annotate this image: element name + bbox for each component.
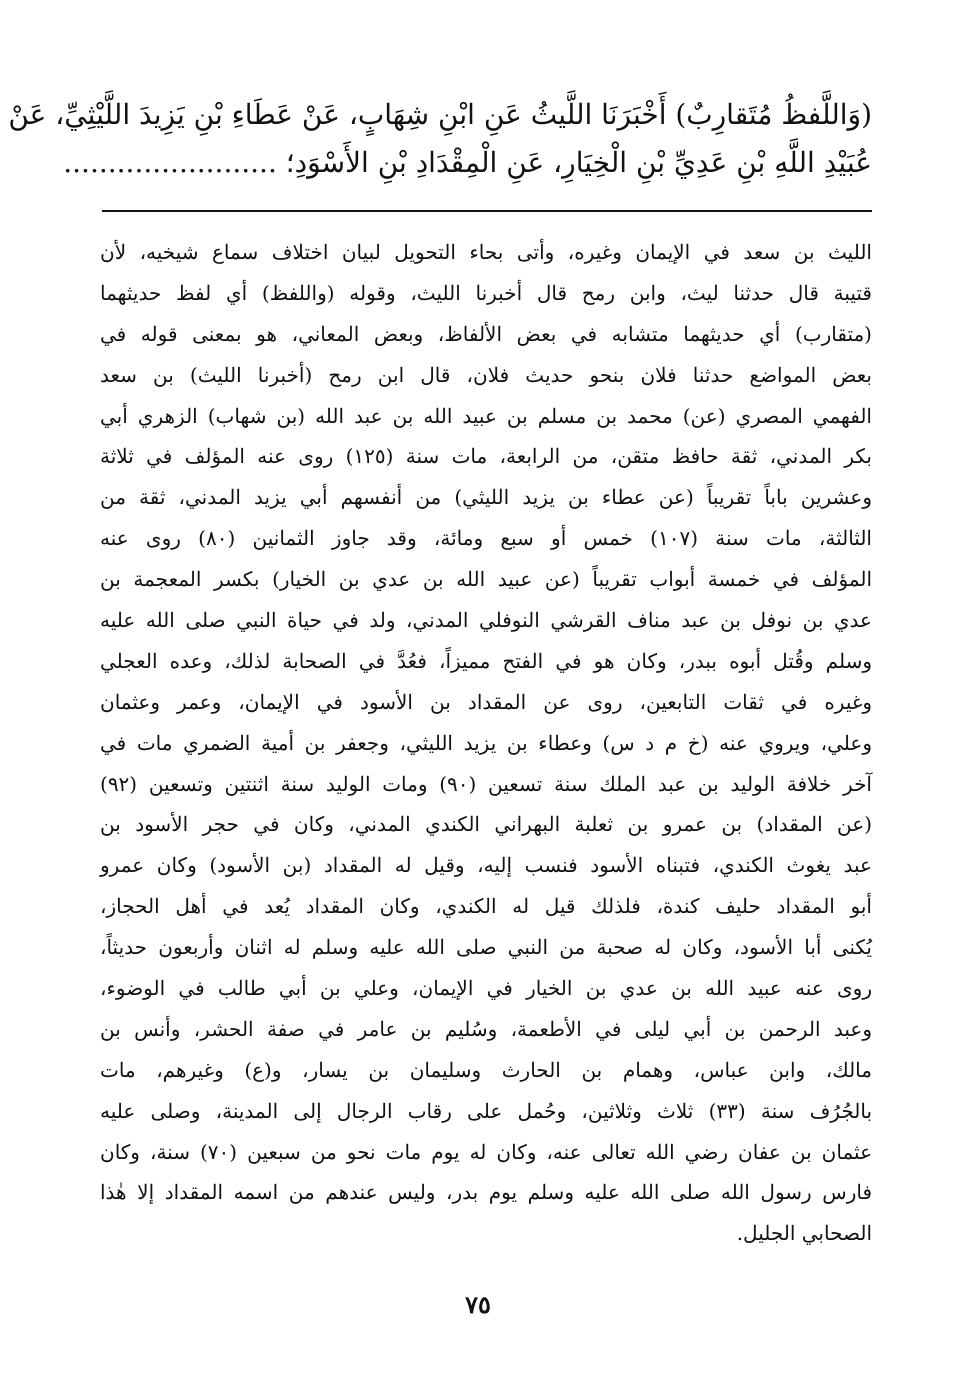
- commentary-line: مالك، وابن عباس، وهمام بن الحارث وسليمان بن يسار، و(ع) وغيرهم، مات: [100, 1057, 872, 1082]
- commentary-line: وسلم وقُتل أبوه ببدر، وكان هو في الفتح مميزاً، فعُدَّ في الصحابة لذلك، وعده العجلي: [100, 648, 872, 673]
- commentary-block: [100, 232, 872, 1254]
- commentary-line: وعلي، ويروي عنه (خ م د س) وعطاء بن يزيد الليثي، وجعفر بن أمية الضمري مات في: [100, 730, 872, 755]
- commentary-line: بكر المدني، ثقة حافظ متقن، من الرابعة، مات سنة (١٢٥) روى عنه المؤلف في ثلاثة: [100, 444, 872, 469]
- commentary-line: (عن المقداد) بن عمرو بن ثعلبة البهراني الكندي المدني، وكان في حجر الأسود بن: [100, 812, 872, 837]
- hadith-text-line-1: (وَاللَّفظُ مُتَقارِبٌ) أَخْبَرَنَا اللَّيثُ عَنِ ابْنِ شِهَابٍ، عَنْ عَطَاءِ بْنِ يَزِيدَ اللَّيْثِيِّ، عَنْ: [8, 98, 872, 131]
- commentary-line: بالجُرُف سنة (٣٣) ثلاث وثلاثين، وحُمل على رقاب الرجال إلى المدينة، وصلى عليه: [100, 1098, 873, 1123]
- footnote-separator: [102, 210, 872, 212]
- commentary-line: فارس رسول الله صلى الله عليه وسلم يوم بدر، وليس عندهم من اسمه المقداد إلا هٰذا: [100, 1180, 873, 1205]
- commentary-line: أبو المقداد حليف كندة، فلذلك قيل له الكندي، وكان المقداد يُعد في أهل الحجاز،: [100, 894, 872, 919]
- commentary-line: عثمان بن عفان رضي الله تعالى عنه، وكان له يوم مات نحو من سبعين (٧٠) سنة، وكان: [100, 1139, 872, 1164]
- commentary-line: قتيبة قال حدثنا ليث، وابن رمح قال أخبرنا الليث، وقوله (واللفظ) أي لفظ حديثهما: [100, 280, 872, 305]
- commentary-line: الثالثة، مات سنة (١٠٧) خمس أو سبع ومائة، وقد جاوز الثمانين (٨٠) روى عنه: [100, 526, 872, 551]
- commentary-line: عبد يغوث الكندي، فتبناه الأسود فنسب إليه، وقيل له المقداد (بن الأسود) وكان عمرو: [100, 853, 872, 878]
- commentary-line: الليث بن سعد في الإيمان وغيره، وأتى بحاء التحويل لبيان اختلاف سماع شيخيه، لأن: [100, 240, 872, 264]
- commentary-line: روى عنه عبيد الله بن عدي بن الخيار في الإيمان، وعلي بن أبي طالب في الوضوء،: [100, 976, 872, 1001]
- commentary-line: آخر خلافة الوليد بن عبد الملك سنة تسعين (٩٠) ومات الوليد سنة اثنتين وتسعين (٩٢): [100, 771, 872, 796]
- commentary-line: الفهمي المصري (عن) محمد بن مسلم بن عبيد الله بن عبد الله (بن شهاب) الزهري أبي: [100, 403, 872, 428]
- commentary-line: وعشرين باباً تقريباً (عن عطاء بن يزيد الليثي) من أنفسهم أبي يزيد المدني، ثقة من: [100, 485, 872, 510]
- commentary-line: وغيره في ثقات التابعين، روى عن المقداد بن الأسود في الإيمان، وعمر وعثمان: [100, 689, 872, 714]
- hadith-text-line-2: عُبَيْدِ اللَّهِ بْنِ عَدِيِّ بْنِ الْخِيَارِ، عَنِ الْمِقْدَادِ بْنِ الأَسْوَدِ؛ ........................: [63, 146, 872, 179]
- commentary-line: المؤلف في خمسة أبواب تقريباً (عن عبيد الله بن عدي بن الخيار) بكسر المعجمة بن: [100, 567, 872, 592]
- commentary-line: يُكنى أبا الأسود، وكان له صحبة من النبي صلى الله عليه وسلم له اثنان وأربعون حديثاً،: [100, 935, 872, 960]
- page-number: ٧٥: [465, 1290, 491, 1319]
- commentary-line: بعض المواضع حدثنا فلان بنحو حديث فلان، قال ابن رمح (أخبرنا الليث) بن سعد: [100, 362, 872, 387]
- commentary-line: الصحابي الجليل.: [736, 1221, 872, 1246]
- commentary-line: وعبد الرحمن بن أبي ليلى في الأطعمة، وسُليم بن عامر في صفة الحشر، وأنس بن: [100, 1016, 872, 1041]
- commentary-line: (متقارب) أي حديثهما متشابه في بعض الألفاظ، وبعض المعاني، هو بمعنى قوله في: [100, 321, 872, 346]
- commentary-line: عدي بن نوفل بن عبد مناف القرشي النوفلي المدني، ولد في حياة النبي صلى الله عليه: [100, 608, 872, 633]
